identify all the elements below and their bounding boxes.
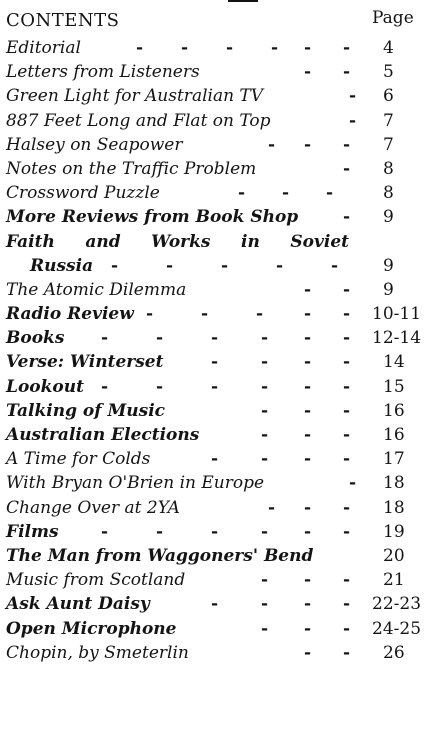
toc-entry-page: 18 bbox=[383, 473, 405, 494]
leader-dash: - bbox=[276, 255, 284, 276]
toc-row[interactable] bbox=[6, 496, 436, 520]
leader-dash: - bbox=[343, 521, 351, 542]
toc-entry-page: 5 bbox=[383, 62, 394, 83]
leader-dash: - bbox=[304, 279, 312, 300]
top-rule bbox=[228, 0, 258, 2]
toc-entry-page: 18 bbox=[383, 497, 405, 518]
toc-row[interactable] bbox=[6, 278, 436, 302]
toc-entry-title: The Man from Waggoners' Bend bbox=[6, 545, 314, 566]
toc-entry-page: 9 bbox=[383, 255, 394, 276]
toc-row[interactable] bbox=[6, 544, 436, 568]
leader-dash: - bbox=[343, 618, 351, 639]
leader-dash: - bbox=[304, 352, 312, 373]
toc-entry-page: 22-23 bbox=[372, 594, 422, 615]
leader-dash: - bbox=[304, 618, 312, 639]
leader-dash: - bbox=[326, 183, 334, 204]
toc-row[interactable] bbox=[6, 36, 436, 60]
toc-entry-page: 8 bbox=[383, 158, 394, 179]
leader-dash: - bbox=[146, 304, 154, 325]
leader-dash: - bbox=[261, 618, 269, 639]
toc-row[interactable] bbox=[6, 109, 436, 133]
leader-dash: - bbox=[343, 425, 351, 446]
toc-entry-title: Chopin, by Smeterlin bbox=[6, 642, 189, 663]
toc-row[interactable] bbox=[6, 375, 436, 399]
contents-header bbox=[6, 10, 436, 32]
leader-dash: - bbox=[343, 62, 351, 83]
leader-dash: - bbox=[304, 134, 312, 155]
toc-entry-page: 7 bbox=[383, 110, 394, 131]
toc-row[interactable] bbox=[6, 568, 436, 592]
leader-dash: - bbox=[343, 570, 351, 591]
toc-entry-page: 9 bbox=[383, 279, 394, 300]
toc-row[interactable] bbox=[6, 641, 436, 665]
leader-dash: - bbox=[166, 255, 174, 276]
toc-entry-title: 887 Feet Long and Flat on Top bbox=[6, 110, 271, 131]
leader-dash: - bbox=[261, 400, 269, 421]
leader-dash: - bbox=[238, 183, 246, 204]
leader-dash: - bbox=[343, 352, 351, 373]
toc-entry-title: Talking of Music bbox=[6, 400, 166, 421]
leader-dash: - bbox=[349, 86, 357, 107]
leader-dash: - bbox=[343, 207, 351, 228]
toc-entry-title: Editorial bbox=[6, 38, 81, 58]
leader-dash: - bbox=[261, 352, 269, 373]
toc-row[interactable] bbox=[6, 302, 436, 326]
toc-entry-title: Lookout bbox=[6, 376, 84, 397]
toc-entry-title: Music from Scotland bbox=[6, 570, 186, 591]
contents-title: CONTENTS bbox=[6, 10, 120, 31]
leader-dash: - bbox=[111, 255, 119, 276]
leader-dash: - bbox=[343, 304, 351, 325]
toc-entry-title: Australian Elections bbox=[6, 425, 200, 446]
toc-entry-title: Radio Review bbox=[6, 304, 134, 325]
toc-row[interactable] bbox=[6, 60, 436, 84]
leader-dash: - bbox=[349, 110, 357, 131]
toc-entry-title: With Bryan O'Brien in Europe bbox=[6, 473, 265, 494]
leader-dash: - bbox=[304, 400, 312, 421]
leader-dash: - bbox=[211, 594, 219, 615]
leader-dash: - bbox=[268, 497, 276, 518]
leader-dash: - bbox=[343, 279, 351, 300]
leader-dash: - bbox=[156, 521, 164, 542]
toc-row[interactable] bbox=[6, 592, 436, 616]
toc-entry-page: 12-14 bbox=[372, 328, 422, 349]
toc-entry-page: 7 bbox=[383, 134, 394, 155]
leader-dash: - bbox=[304, 304, 312, 325]
toc-row[interactable] bbox=[6, 205, 436, 229]
leader-dash: - bbox=[211, 352, 219, 373]
toc-row[interactable] bbox=[6, 617, 436, 641]
table-of-contents bbox=[6, 36, 436, 665]
toc-entry-title: More Reviews from Book Shop bbox=[6, 207, 299, 228]
leader-dash: - bbox=[256, 304, 264, 325]
toc-entry-title: Green Light for Australian TV bbox=[6, 86, 264, 107]
leader-dash: - bbox=[304, 38, 312, 58]
toc-row[interactable] bbox=[6, 520, 436, 544]
toc-entry-title: Ask Aunt Daisy bbox=[6, 594, 150, 615]
leader-dash: - bbox=[211, 376, 219, 397]
toc-entry-title-continued: Russia bbox=[30, 255, 94, 276]
leader-dash: - bbox=[181, 38, 189, 58]
toc-entry-title: The Atomic Dilemma bbox=[6, 279, 187, 300]
leader-dash: - bbox=[343, 328, 351, 349]
toc-row[interactable] bbox=[6, 181, 436, 205]
leader-dash: - bbox=[304, 497, 312, 518]
toc-entry-title: Crossword Puzzle bbox=[6, 183, 160, 204]
leader-dash: - bbox=[261, 328, 269, 349]
leader-dash: - bbox=[221, 255, 229, 276]
toc-entry-title: Change Over at 2YA bbox=[6, 497, 180, 518]
leader-dash: - bbox=[261, 570, 269, 591]
leader-dash: - bbox=[343, 642, 351, 663]
toc-entry-title: Halsey on Seapower bbox=[6, 134, 183, 155]
toc-entry-page: 17 bbox=[383, 449, 405, 470]
leader-dash: - bbox=[136, 38, 144, 58]
leader-dash: - bbox=[211, 521, 219, 542]
leader-dash: - bbox=[343, 497, 351, 518]
leader-dash: - bbox=[343, 449, 351, 470]
leader-dash: - bbox=[156, 376, 164, 397]
toc-entry-title: Letters from Listeners bbox=[6, 62, 200, 83]
toc-entry-title: A Time for Colds bbox=[6, 449, 151, 470]
leader-dash: - bbox=[343, 594, 351, 615]
leader-dash: - bbox=[304, 570, 312, 591]
leader-dash: - bbox=[211, 449, 219, 470]
leader-dash: - bbox=[343, 38, 351, 58]
toc-row[interactable] bbox=[6, 84, 436, 108]
leader-dash: - bbox=[201, 304, 209, 325]
toc-entry-page: 10-11 bbox=[372, 304, 422, 325]
toc-entry-title: Open Microphone bbox=[6, 618, 177, 639]
page-column-label: Page bbox=[372, 8, 414, 28]
leader-dash: - bbox=[304, 594, 312, 615]
toc-entry-page: 8 bbox=[383, 183, 394, 204]
leader-dash: - bbox=[304, 376, 312, 397]
toc-entry-title: Verse: Winterset bbox=[6, 352, 164, 373]
leader-dash: - bbox=[261, 376, 269, 397]
toc-entry-page: 15 bbox=[383, 376, 405, 397]
leader-dash: - bbox=[211, 328, 219, 349]
leader-dash: - bbox=[343, 376, 351, 397]
toc-entry-title: Notes on the Traffic Problem bbox=[6, 158, 257, 179]
leader-dash: - bbox=[304, 449, 312, 470]
toc-row[interactable] bbox=[6, 423, 436, 447]
toc-entry-page: 6 bbox=[383, 86, 394, 107]
leader-dash: - bbox=[304, 642, 312, 663]
leader-dash: - bbox=[261, 449, 269, 470]
leader-dash: - bbox=[101, 521, 109, 542]
leader-dash: - bbox=[261, 521, 269, 542]
leader-dash: - bbox=[261, 594, 269, 615]
toc-row[interactable] bbox=[6, 326, 436, 350]
leader-dash: - bbox=[226, 38, 234, 58]
leader-dash: - bbox=[156, 328, 164, 349]
leader-dash: - bbox=[343, 400, 351, 421]
toc-row[interactable] bbox=[6, 350, 436, 374]
leader-dash: - bbox=[304, 328, 312, 349]
leader-dash: - bbox=[343, 134, 351, 155]
toc-row[interactable] bbox=[6, 399, 436, 423]
toc-entry-page: 4 bbox=[383, 38, 394, 58]
toc-entry-page: 14 bbox=[383, 352, 405, 373]
toc-entry-page: 16 bbox=[383, 425, 405, 446]
toc-row[interactable] bbox=[6, 447, 436, 471]
toc-entry-page: 26 bbox=[383, 642, 405, 663]
leader-dash: - bbox=[101, 376, 109, 397]
leader-dash: - bbox=[282, 183, 290, 204]
toc-entry-page: 20 bbox=[383, 545, 405, 566]
leader-dash: - bbox=[304, 521, 312, 542]
toc-row[interactable] bbox=[6, 133, 436, 157]
toc-row[interactable] bbox=[6, 471, 436, 495]
toc-row[interactable] bbox=[6, 230, 436, 278]
leader-dash: - bbox=[331, 255, 339, 276]
leader-dash: - bbox=[101, 328, 109, 349]
leader-dash: - bbox=[271, 38, 279, 58]
toc-entry-page: 9 bbox=[383, 207, 394, 228]
leader-dash: - bbox=[349, 473, 357, 494]
toc-entry-page: 16 bbox=[383, 400, 405, 421]
toc-entry-title: Faith and Works in Soviet bbox=[6, 231, 349, 252]
toc-row[interactable] bbox=[6, 157, 436, 181]
leader-dash: - bbox=[304, 62, 312, 83]
toc-entry-page: 24-25 bbox=[372, 618, 422, 639]
toc-entry-title: Films bbox=[6, 521, 59, 542]
leader-dash: - bbox=[268, 134, 276, 155]
toc-entry-title: Books bbox=[6, 328, 65, 349]
toc-entry-page: 19 bbox=[383, 521, 405, 542]
leader-dash: - bbox=[304, 425, 312, 446]
leader-dash: - bbox=[261, 425, 269, 446]
leader-dash: - bbox=[343, 158, 351, 179]
toc-entry-page: 21 bbox=[383, 570, 405, 591]
